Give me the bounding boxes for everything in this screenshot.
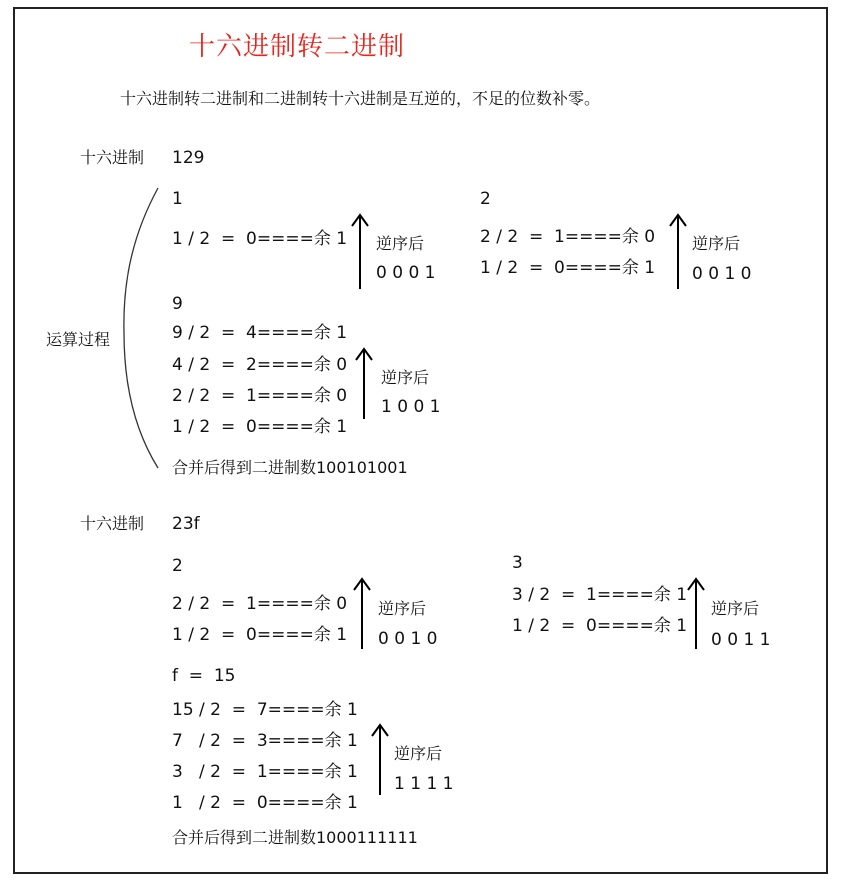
division-step: 1 / 2 = 0====余 1 bbox=[172, 417, 348, 437]
reversed-bits: 1 1 1 1 bbox=[394, 774, 454, 794]
reverse-label: 逆序后 bbox=[692, 234, 741, 253]
reverse-arrow bbox=[350, 212, 370, 292]
reverse-label: 逆序后 bbox=[378, 599, 427, 618]
reverse-arrow bbox=[686, 576, 706, 652]
division-step: 2 / 2 = 1====余 0 bbox=[480, 227, 656, 247]
reverse-arrow bbox=[352, 576, 372, 652]
process-brace bbox=[108, 183, 168, 473]
division-step: 2 / 2 = 1====余 0 bbox=[172, 386, 348, 406]
division-step: 1 / 2 = 0====余 1 bbox=[172, 229, 348, 249]
reverse-arrow bbox=[668, 212, 688, 292]
digit-heading: 2 bbox=[172, 556, 183, 576]
reversed-bits: 0 0 0 1 bbox=[376, 263, 436, 283]
reverse-label: 逆序后 bbox=[376, 234, 425, 253]
division-step: 3 / 2 = 1====余 1 bbox=[512, 585, 688, 605]
digit-heading: 1 bbox=[172, 189, 183, 209]
reverse-label: 逆序后 bbox=[394, 744, 443, 763]
division-step: 3 / 2 = 1====余 1 bbox=[172, 762, 358, 782]
intro-text: 十六进制转二进制和二进制转十六进制是互逆的，不足的位数补零。 bbox=[120, 89, 601, 108]
digit-heading: 9 bbox=[172, 294, 183, 314]
reverse-label: 逆序后 bbox=[381, 368, 430, 387]
division-step: 1 / 2 = 0====余 1 bbox=[480, 258, 656, 278]
division-step: 2 / 2 = 1====余 0 bbox=[172, 594, 348, 614]
division-step: 4 / 2 = 2====余 0 bbox=[172, 355, 348, 375]
reverse-arrow bbox=[354, 346, 374, 422]
process-label: 运算过程 bbox=[46, 330, 111, 349]
digit-heading: 3 bbox=[512, 553, 523, 573]
division-step: 15 / 2 = 7====余 1 bbox=[172, 700, 358, 720]
reversed-bits: 0 0 1 1 bbox=[711, 630, 771, 650]
reversed-bits: 0 0 1 0 bbox=[378, 629, 438, 649]
merge-result: 合并后得到二进制数100101001 bbox=[172, 458, 408, 477]
reverse-label: 逆序后 bbox=[711, 599, 760, 618]
division-step: 1 / 2 = 0====余 1 bbox=[172, 793, 358, 813]
digit-heading: f = 15 bbox=[172, 666, 236, 686]
division-step: 1 / 2 = 0====余 1 bbox=[172, 625, 348, 645]
division-step: 7 / 2 = 3====余 1 bbox=[172, 731, 358, 751]
division-step: 1 / 2 = 0====余 1 bbox=[512, 616, 688, 636]
merge-result: 合并后得到二进制数1000111111 bbox=[172, 828, 418, 847]
hex-label-1: 十六进制 bbox=[80, 148, 145, 167]
reversed-bits: 0 0 1 0 bbox=[692, 264, 752, 284]
reversed-bits: 1 0 0 1 bbox=[381, 397, 441, 417]
reverse-arrow bbox=[370, 722, 390, 798]
hex-value-1: 129 bbox=[172, 148, 205, 168]
hex-value-2: 23f bbox=[172, 514, 200, 534]
digit-heading: 2 bbox=[480, 189, 491, 209]
hex-label-2: 十六进制 bbox=[80, 514, 145, 533]
page-title: 十六进制转二进制 bbox=[189, 32, 406, 62]
division-step: 9 / 2 = 4====余 1 bbox=[172, 323, 348, 343]
